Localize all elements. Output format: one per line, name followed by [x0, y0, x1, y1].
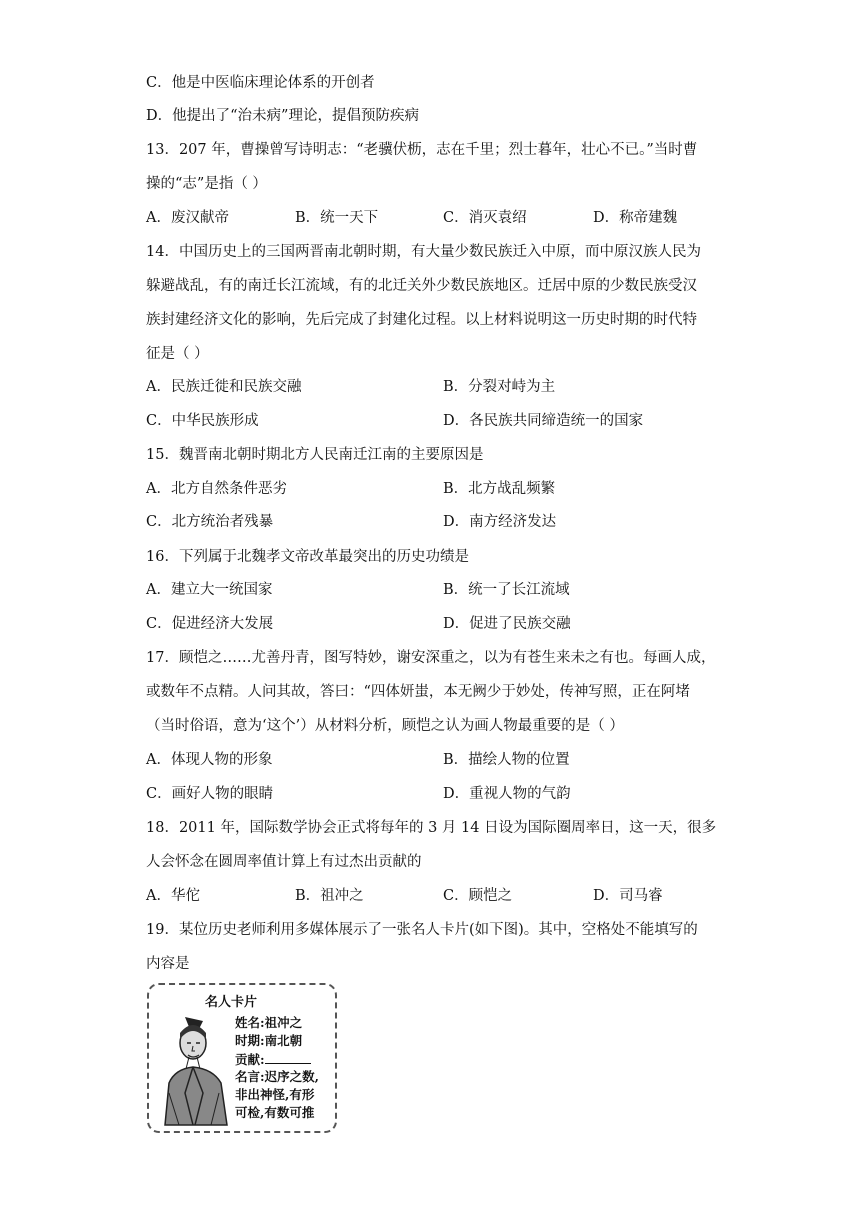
celebrity-card	[147, 983, 337, 1133]
q18-option-d[interactable]: D．司马睿	[593, 888, 663, 904]
q14-stem-line-1: 14．中国历史上的三国两晋南北朝时期，有大量少数民族迁入中原，而中原汉族人民为	[146, 244, 701, 260]
card-quote-line-2: 非出神怪,有形	[235, 1087, 315, 1102]
card-contribution-label: 贡献:	[235, 1052, 265, 1067]
q14-option-d[interactable]: D．各民族共同缔造统一的国家	[443, 413, 644, 429]
q13-stem-line-1: 13．207 年，曹操曾写诗明志：“老骥伏枥，志在千里；烈士暮年，壮心不已。”当时曹	[146, 142, 698, 158]
q14-stem-line-4: 征是（ ）	[146, 346, 209, 362]
q14-stem-line-2: 躲避战乱，有的南迁长江流域，有的北迁关外少数民族地区。迁居中原的少数民族受汉	[146, 278, 697, 294]
q19-stem-line-2: 内容是	[146, 956, 190, 972]
q18-stem-line-2: 人会怀念在圆周率值计算上有过杰出贡献的	[146, 854, 422, 870]
card-name: 姓名:祖冲之	[235, 1015, 303, 1030]
card-period: 时期:南北朝	[235, 1033, 303, 1048]
q17-option-b[interactable]: B．描绘人物的位置	[443, 752, 570, 768]
q15-option-d[interactable]: D．南方经济发达	[443, 514, 557, 530]
q17-stem-line-3: （当时俗语，意为‘这个’）从材料分析，顾恺之认为画人物最重要的是（ ）	[146, 718, 624, 734]
card-title: 名人卡片	[205, 995, 258, 1010]
q18-option-b[interactable]: B．祖冲之	[295, 888, 364, 904]
q16-option-b[interactable]: B．统一了长江流域	[443, 582, 570, 598]
q13-option-b[interactable]: B．统一天下	[295, 210, 379, 226]
card-quote-line-1: 名言:迟序之数,	[235, 1069, 319, 1084]
q16-option-c[interactable]: C．促进经济大发展	[146, 616, 274, 632]
q18-option-c[interactable]: C．顾恺之	[443, 888, 513, 904]
q17-option-c[interactable]: C．画好人物的眼睛	[146, 786, 274, 802]
q17-option-a[interactable]: A．体现人物的形象	[146, 752, 273, 768]
q15-stem: 15．魏晋南北朝时期北方人民南迁江南的主要原因是	[146, 447, 484, 463]
q14-option-a[interactable]: A．民族迁徙和民族交融	[146, 379, 302, 395]
q12-option-c: C．他是中医临床理论体系的开创者	[146, 75, 375, 91]
q14-option-b[interactable]: B．分裂对峙为主	[443, 379, 556, 395]
q16-stem: 16．下列属于北魏孝文帝改革最突出的历史功绩是	[146, 549, 469, 565]
q16-option-a[interactable]: A．建立大一统国家	[146, 582, 273, 598]
q19-stem-line-1: 19．某位历史老师利用多媒体展示了一张名人卡片(如下图)。其中，空格处不能填写的	[146, 922, 698, 938]
q13-option-a[interactable]: A．废汉献帝	[146, 210, 229, 226]
q13-stem-line-2: 操的“志”是指（ ）	[146, 176, 267, 192]
card-contribution-row	[235, 1051, 311, 1068]
card-quote-line-3: 可检,有数可推	[235, 1105, 315, 1120]
q17-stem-line-1: 17．顾恺之……尤善丹青，图写特妙，谢安深重之，以为有苍生来未之有也。每画人成，	[146, 650, 716, 666]
q14-option-c[interactable]: C．中华民族形成	[146, 413, 259, 429]
q15-option-b[interactable]: B．北方战乱频繁	[443, 481, 556, 497]
q13-option-d[interactable]: D．称帝建魏	[593, 210, 678, 226]
q17-stem-line-2: 或数年不点精。人问其故，答曰：“四体妍蚩，本无阙少于妙处，传神写照，正在阿堵	[146, 684, 690, 700]
contribution-blank	[265, 1051, 311, 1064]
q15-option-c[interactable]: C．北方统治者残暴	[146, 514, 274, 530]
q16-option-d[interactable]: D．促进了民族交融	[443, 616, 571, 632]
q18-option-a[interactable]: A．华佗	[146, 888, 200, 904]
q14-stem-line-3: 族封建经济文化的影响，先后完成了封建化过程。以上材料说明这一历史时期的时代特	[146, 312, 697, 328]
q18-stem-line-1: 18．2011 年，国际数学协会正式将每年的 3 月 14 日设为国际圈周率日，这一天，很多	[146, 820, 717, 836]
q17-option-d[interactable]: D．重视人物的气韵	[443, 786, 571, 802]
q12-option-d: D．他提出了“治未病”理论，提倡预防疾病	[146, 108, 419, 124]
q15-option-a[interactable]: A．北方自然条件恶劣	[146, 481, 287, 497]
portrait-icon	[155, 1013, 235, 1128]
q13-option-c[interactable]: C．消灭袁绍	[443, 210, 527, 226]
